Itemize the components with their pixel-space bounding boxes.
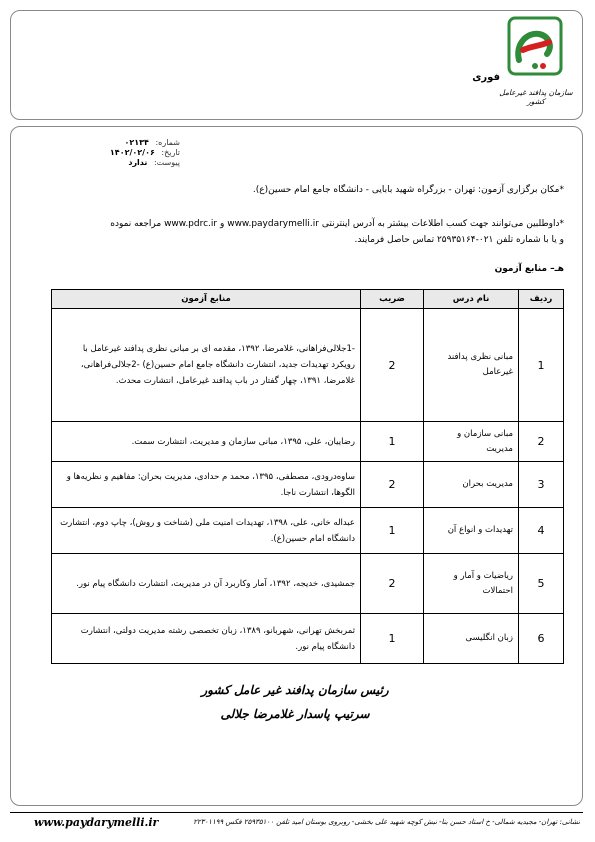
letter-number-row (60, 138, 180, 148)
table-row (52, 508, 564, 554)
row-number: 6 (519, 614, 564, 664)
header-row-number: ردیف (519, 290, 564, 309)
letter-date-label: تاریخ: (161, 148, 180, 157)
attachment-row (60, 158, 180, 168)
table-row (52, 309, 564, 422)
sources-cell: رضاییان، علی، ۱۳۹۵، مبانی سازمان و مدیریت، انتشارت سمت. (52, 422, 361, 462)
header-coefficient: ضریب (361, 290, 424, 309)
table-row (52, 554, 564, 614)
letter-meta (60, 138, 180, 168)
coefficient: 1 (361, 422, 424, 462)
coefficient: 1 (361, 614, 424, 664)
row-number: 2 (519, 422, 564, 462)
info-line-2: و یا با شماره تلفن ۰۲۱-۲۵۹۳۵۱۶۴ تماس حاصل فرمایند. (354, 235, 564, 245)
organization-logo (497, 16, 573, 76)
course-name: مبانی نظری پدافند غیرعامل (424, 309, 519, 422)
coefficient: 2 (361, 462, 424, 508)
header-course: نام درس (424, 290, 519, 309)
exam-sources-table (51, 289, 564, 664)
row-number: 1 (519, 309, 564, 422)
sources-cell: ساوه‌درودی، مصطفی، ۱۳۹۵، محمد م حدادی، مدیریت بحران: مفاهیم و نظریه‌ها و الگوها، انتشارت ناجا. (52, 462, 361, 508)
footer-address: نشانی: تهران- مجیدیه شمالی- خ استاد حسن بنا- نبش کوچه شهید علی بخشی- روبروی بوستان امید تلفن ۲۵۹۳۵۱۰۰ فکس ۲۲۳۰۱۱۹۹ (193, 818, 580, 826)
coefficient: 2 (361, 554, 424, 614)
header-sources: منابع آزمون (52, 290, 361, 309)
row-number: 5 (519, 554, 564, 614)
signatory-name: سرتیپ پاسدار غلامرضا جلالی (220, 707, 370, 721)
course-name: مبانی سازمان و مدیریت (424, 422, 519, 462)
urgency-label: فوری (472, 72, 500, 83)
table-row (52, 614, 564, 664)
footer-divider (10, 812, 583, 813)
coefficient: 1 (361, 508, 424, 554)
attachment-value: ندارد (128, 158, 148, 167)
attachment-label: پیوست: (153, 158, 180, 167)
section-title: هـ– منابع آزمون (494, 264, 564, 274)
row-number: 4 (519, 508, 564, 554)
letter-date-row (60, 148, 180, 158)
table-row (52, 422, 564, 462)
sources-cell: جمشیدی، خدیجه، ۱۳۹۲، آمار وکاربرد آن در مدیریت، انتشارت دانشگاه پیام نور. (52, 554, 361, 614)
signatory-title: رئیس سازمان پدافند غیر عامل کشور (201, 683, 389, 697)
sources-cell: -1جلالی‌فراهانی، غلامرضا، ۱۳۹۲، مقدمه ای بر مبانی نظری پدافند غیرعامل با رویکرد تهدیدات جدید، انتشارت دانشگاه جامع امام حسین(ع) -2جلالی‌فراهانی، غلامرضا، ۱۳۹۱، چهار گفتار در باب پدافند غیرعامل، انتشارت محدث. (52, 309, 361, 422)
table-row (52, 462, 564, 508)
sources-cell: ثمربخش تهرانی، شهربانو، ۱۳۸۹، زبان تخصصی رشته مدیریت دولتی، انتشارت دانشگاه پیام نور. (52, 614, 361, 664)
course-name: مدیریت بحران (424, 462, 519, 508)
footer-website-link[interactable]: www.paydarymelli.ir (34, 816, 159, 829)
course-name: ریاضیات و آمار و احتمالات (424, 554, 519, 614)
exam-venue-text: *مکان برگزاری آزمون: تهران - بزرگراه شهید بابایی - دانشگاه جامع امام حسین(ع). (252, 185, 564, 195)
organization-name: سازمان پدافند غیرعامل کشور (499, 88, 573, 106)
sources-cell: عبداله خانی، علی، ۱۳۹۸، تهدیدات امنیت ملی (شناخت و روش)، چاپ دوم، انتشارت دانشگاه امام حسین(ع). (52, 508, 361, 554)
table-header-row (52, 290, 564, 309)
letter-date-value: ۱۴۰۲/۰۲/۰۶ (109, 148, 155, 157)
letter-number-value: ۰۲۱۳۴ (124, 138, 149, 147)
info-line-1: *داوطلبین می‌توانند جهت کسب اطلاعات بیشتر به آدرس اینترنتی www.paydarymelli.ir و www.pdrc.ir مراجعه نموده (110, 219, 564, 229)
course-name: تهدیدات و انواع آن (424, 508, 519, 554)
course-name: زبان انگلیسی (424, 614, 519, 664)
row-number: 3 (519, 462, 564, 508)
info-text (30, 216, 564, 248)
letter-number-label: شماره: (155, 138, 180, 147)
coefficient: 2 (361, 309, 424, 422)
